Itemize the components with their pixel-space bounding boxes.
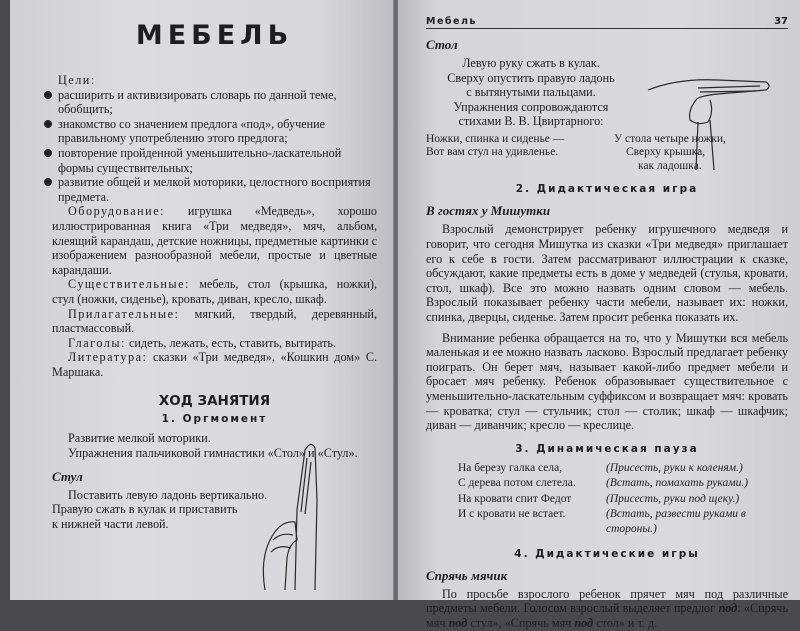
rhyme-action: (Присесть, руки под щеку.) [606,492,740,505]
table-line: Упражнения сопровождаются [453,99,609,114]
poem-line: Ножки, спинка и сиденье — [426,132,565,145]
literature-paragraph: Литература: сказки «Три медведя», «Кошкин дом» С. Маршака. [52,350,377,379]
verbs-paragraph: Глаголы: сидеть, лежать, есть, ставить, вытирать. [68,335,337,350]
rhyme-action: (Присесть, руки к коленям.) [606,461,743,474]
rhyme-line: На кровати спит Федот [458,492,572,505]
goals-label: Цели: [58,73,96,87]
bullet-icon [44,178,52,186]
rhyme [458,461,788,538]
rhyme-line: На березу галка села, [458,461,563,474]
section-3-heading: 3. Динамическая пауза [515,442,699,455]
rhyme-line: С дерева потом слетела. [458,477,576,490]
table-line: Сверху опустить правую ладонь [447,70,615,85]
chair-heading: Стул [52,468,83,484]
table-line: стихами В. В. Цвиртарного: [458,114,604,129]
goal-item: развитие общей и мелкой моторики, целостного восприятия предмета. [58,175,377,204]
poem-line: У стола четыре ножки, [614,132,726,145]
chair-line: к нижней части левой. [52,516,169,531]
nouns-paragraph: Существительные: мебель, стол (крышка, ножки), стул (ножки, сиденье), кровать, диван, кресло, шкаф. [52,277,378,306]
table-heading: Стол [426,37,458,52]
mishutka-heading: В гостях у Мишутки [426,203,551,219]
goal-item: повторение пройденной уменьшительно-ласкательной формы существительных; [58,146,377,175]
chair-hands-illustration [245,440,335,590]
table-hands-illustration [638,60,778,170]
poem-line: как ладошка. [638,159,702,172]
section-1-line: Упражнения пальчиковой гимнастики «Стол» и «Стул». [68,446,358,461]
section-4-heading: 4. Дидактические игры [514,547,700,560]
rhyme-line: И с кровати не встает. [458,508,566,520]
rhyme-action: (Встать, развести руками в стороны.) [606,508,746,536]
equipment-paragraph: Оборудование: игрушка «Медведь», хорошо иллюстрированная книга «Три медведя», мяч, альбом, клеящий карандаш, детские ножницы, предметные картинки с изображением разнообразной мебели, простые и цветные карандаши. [52,204,377,277]
left-page [10,0,395,600]
poem-line: Вот вам стул на удивленье. [426,146,559,159]
bullet-icon [44,149,52,157]
right-page [398,0,800,630]
mishutka-paragraph-1: Взрослый демонстрирует ребенку игрушечного медведя и говорит, что сегодня Мишутка из сказки «Три медведя» приглашает его к себе в гости. Затем рассматривают иллюстрации к сказке, обсуждают, какие предметы есть в доме у медведей (стулья, кровати, стол, шкаф). Все это можно назвать одним словом — мебель. Взрослый показывает ребенку части мебели, называет их: ножки, спинка, дверцы, сиденье. Затем просит ребенка показать их. [426,222,788,325]
goal-item: расширить и активизировать словарь по данной теме, обобщить; [58,88,377,117]
lesson-heading: ХОД ЗАНЯТИЯ [158,393,271,410]
rhyme-action: (Встать, помахать руками.) [606,477,749,490]
mishutka-paragraph-2: Внимание ребенка обращается на то, что у Мишутки вся мебель маленькая и ее можно назвать ласково. Взрослый предлагает ребенку поиграть. Он берет мяч, называет какой-либо предмет мебели и бросает мяч ребенку. Ребенок образовывает существительное с уменьшительно-ласкательным суффиксом и возвращает мяч: кровать — кроватка; стул — стульчик; стол — столик; шкаф — шкафчик; диван — диванчик; кресло — креслице. [426,330,788,433]
bullet-icon [44,120,52,128]
chair-line: Правую сжать в кулак и приставить [52,502,238,517]
adjectives-paragraph: Прилагательные: мягкий, твердый, деревянный, пластмассовый. [52,306,377,336]
table-line: с вытянутыми пальцами. [466,85,596,100]
poem-line: Сверху крышка, [626,146,706,159]
ball-paragraph: По просьбе взрослого ребенок прячет мяч под различные предметы мебели. Голосом взрослый выделяет предлог под: «Спрячь мяч под стул», «Спрячь мяч под стол» и т. д. [426,586,788,630]
bullet-icon [44,91,52,99]
page-number: 37 [774,16,788,27]
running-head: Мебель 37 [426,16,788,27]
section-1-heading: 1. Оргмомент [161,413,268,426]
chair-line: Поставить левую ладонь вертикально. [68,487,268,502]
ball-heading: Спрячь мячик [426,567,508,583]
section-1-line: Развитие мелкой моторики. [68,431,211,446]
page-title: МЕБЕЛЬ [135,20,294,51]
section-2-heading: 2. Дидактическая игра [515,183,699,196]
table-line: Левую руку сжать в кулак. [462,56,600,70]
goal-item: знакомство со значением предлога «под», обучение правильному употреблению этого предлога; [58,117,377,146]
